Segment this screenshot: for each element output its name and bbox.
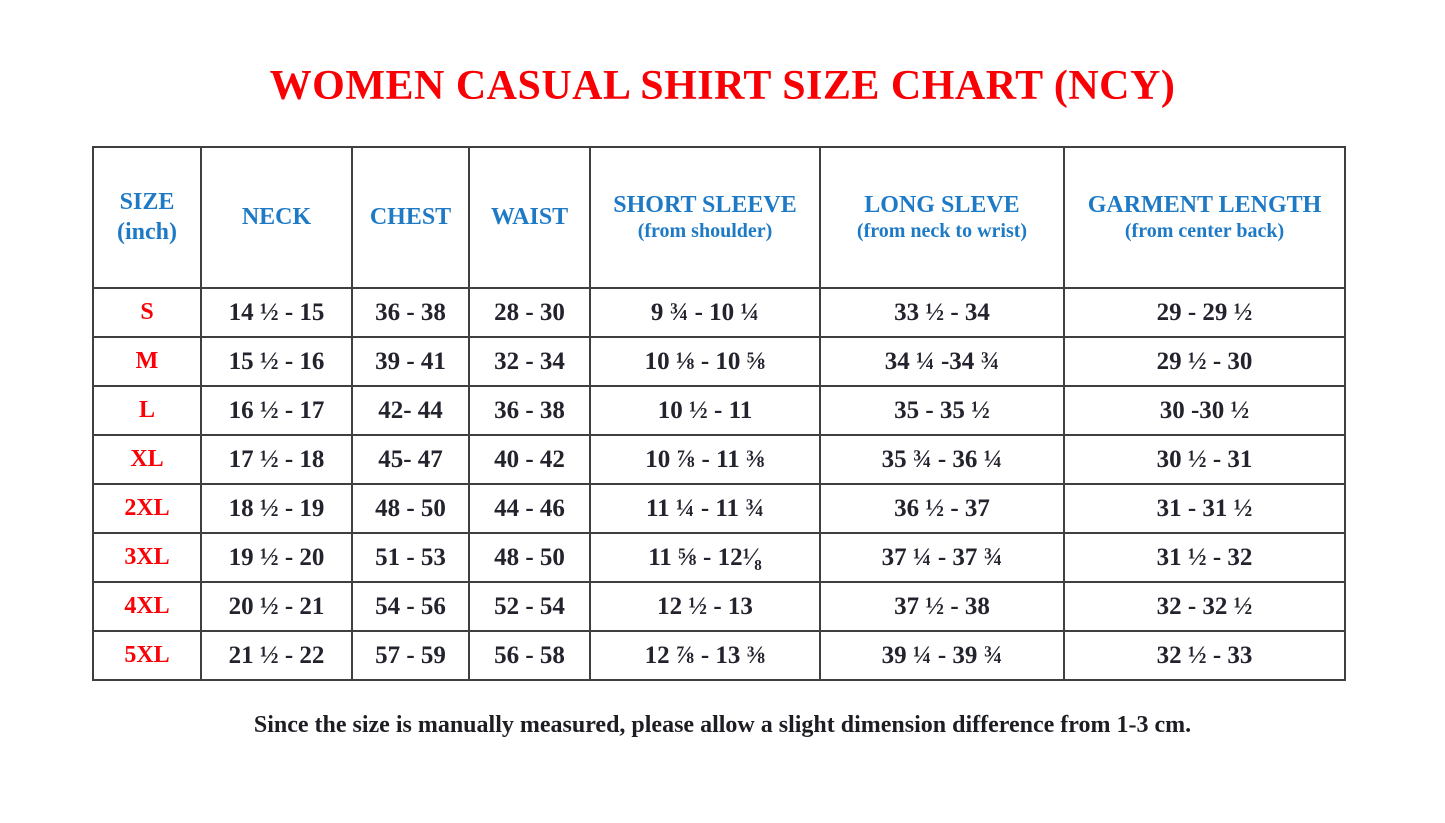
short-sleeve-value: 9 ¾ - 10 ¼ — [590, 288, 820, 337]
waist-value: 48 - 50 — [469, 533, 590, 582]
chest-value: 45- 47 — [352, 435, 469, 484]
chest-value: 39 - 41 — [352, 337, 469, 386]
table-row-xl — [93, 435, 1345, 484]
chest-value: 36 - 38 — [352, 288, 469, 337]
garment-length-value: 30 ½ - 31 — [1064, 435, 1345, 484]
short-sleeve-value: 10 ⅛ - 10 ⅝ — [590, 337, 820, 386]
page-title: WOMEN CASUAL SHIRT SIZE CHART (NCY) — [269, 63, 1176, 109]
short-sleeve-value: 10 ½ - 11 — [590, 386, 820, 435]
garment-length-value: 32 ½ - 33 — [1064, 631, 1345, 680]
measurement-note: Since the size is manually measured, please allow a slight dimension difference from 1-3 cm. — [253, 712, 1192, 738]
header-chest-label: CHEST — [369, 204, 452, 231]
header-short-sleeve — [590, 147, 820, 288]
header-size-sub: (inch) — [117, 218, 177, 245]
neck-value: 14 ½ - 15 — [201, 288, 352, 337]
table-row-3xl — [93, 533, 1345, 582]
short-sleeve-value: 11 ⅝ - 12¹⁄₈ — [590, 533, 820, 582]
header-garment-length-label: GARMENT LENGTH — [1087, 191, 1322, 218]
waist-value: 32 - 34 — [469, 337, 590, 386]
size-label: 4XL — [93, 582, 201, 631]
header-neck — [201, 147, 352, 288]
table-row-5xl — [93, 631, 1345, 680]
size-label: 3XL — [93, 533, 201, 582]
size-label: M — [93, 337, 201, 386]
size-label: XL — [93, 435, 201, 484]
neck-value: 16 ½ - 17 — [201, 386, 352, 435]
garment-length-value: 31 ½ - 32 — [1064, 533, 1345, 582]
waist-value: 28 - 30 — [469, 288, 590, 337]
size-label: 2XL — [93, 484, 201, 533]
waist-value: 52 - 54 — [469, 582, 590, 631]
garment-length-value: 29 - 29 ½ — [1064, 288, 1345, 337]
short-sleeve-value: 12 ½ - 13 — [590, 582, 820, 631]
long-sleeve-value: 37 ½ - 38 — [820, 582, 1064, 631]
chest-value: 51 - 53 — [352, 533, 469, 582]
neck-value: 19 ½ - 20 — [201, 533, 352, 582]
header-long-sleeve-sub: (from neck to wrist) — [856, 220, 1028, 243]
header-row — [93, 147, 1345, 288]
neck-value: 17 ½ - 18 — [201, 435, 352, 484]
chest-value: 42- 44 — [352, 386, 469, 435]
garment-length-value: 29 ½ - 30 — [1064, 337, 1345, 386]
header-garment-length-sub: (from center back) — [1124, 220, 1285, 243]
long-sleeve-value: 35 ¾ - 36 ¼ — [820, 435, 1064, 484]
short-sleeve-value: 12 ⅞ - 13 ⅜ — [590, 631, 820, 680]
long-sleeve-value: 33 ½ - 34 — [820, 288, 1064, 337]
size-label: L — [93, 386, 201, 435]
neck-value: 18 ½ - 19 — [201, 484, 352, 533]
long-sleeve-value: 39 ¼ - 39 ¾ — [820, 631, 1064, 680]
header-size-label: SIZE — [119, 189, 175, 216]
table-row-4xl — [93, 582, 1345, 631]
waist-value: 36 - 38 — [469, 386, 590, 435]
chest-value: 54 - 56 — [352, 582, 469, 631]
garment-length-value: 31 - 31 ½ — [1064, 484, 1345, 533]
long-sleeve-value: 37 ¼ - 37 ¾ — [820, 533, 1064, 582]
table-row-2xl — [93, 484, 1345, 533]
table-row-s — [93, 288, 1345, 337]
table-row-m — [93, 337, 1345, 386]
header-short-sleeve-sub: (from shoulder) — [637, 220, 773, 243]
header-waist — [469, 147, 590, 288]
neck-value: 21 ½ - 22 — [201, 631, 352, 680]
long-sleeve-value: 34 ¼ -34 ¾ — [820, 337, 1064, 386]
table-row-l — [93, 386, 1345, 435]
neck-value: 15 ½ - 16 — [201, 337, 352, 386]
chest-value: 57 - 59 — [352, 631, 469, 680]
size-chart-table — [92, 146, 1346, 681]
header-waist-label: WAIST — [490, 204, 569, 231]
neck-value: 20 ½ - 21 — [201, 582, 352, 631]
garment-length-value: 32 - 32 ½ — [1064, 582, 1345, 631]
header-long-sleeve-label: LONG SLEVE — [864, 191, 1020, 218]
header-neck-label: NECK — [241, 204, 312, 231]
chest-value: 48 - 50 — [352, 484, 469, 533]
header-short-sleeve-label: SHORT SLEEVE — [613, 191, 797, 218]
header-size — [93, 147, 201, 288]
size-label: 5XL — [93, 631, 201, 680]
waist-value: 44 - 46 — [469, 484, 590, 533]
garment-length-value: 30 -30 ½ — [1064, 386, 1345, 435]
short-sleeve-value: 10 ⅞ - 11 ⅜ — [590, 435, 820, 484]
header-garment-length — [1064, 147, 1345, 288]
waist-value: 56 - 58 — [469, 631, 590, 680]
size-label: S — [93, 288, 201, 337]
header-chest — [352, 147, 469, 288]
waist-value: 40 - 42 — [469, 435, 590, 484]
header-long-sleeve — [820, 147, 1064, 288]
short-sleeve-value: 11 ¼ - 11 ¾ — [590, 484, 820, 533]
long-sleeve-value: 36 ½ - 37 — [820, 484, 1064, 533]
long-sleeve-value: 35 - 35 ½ — [820, 386, 1064, 435]
